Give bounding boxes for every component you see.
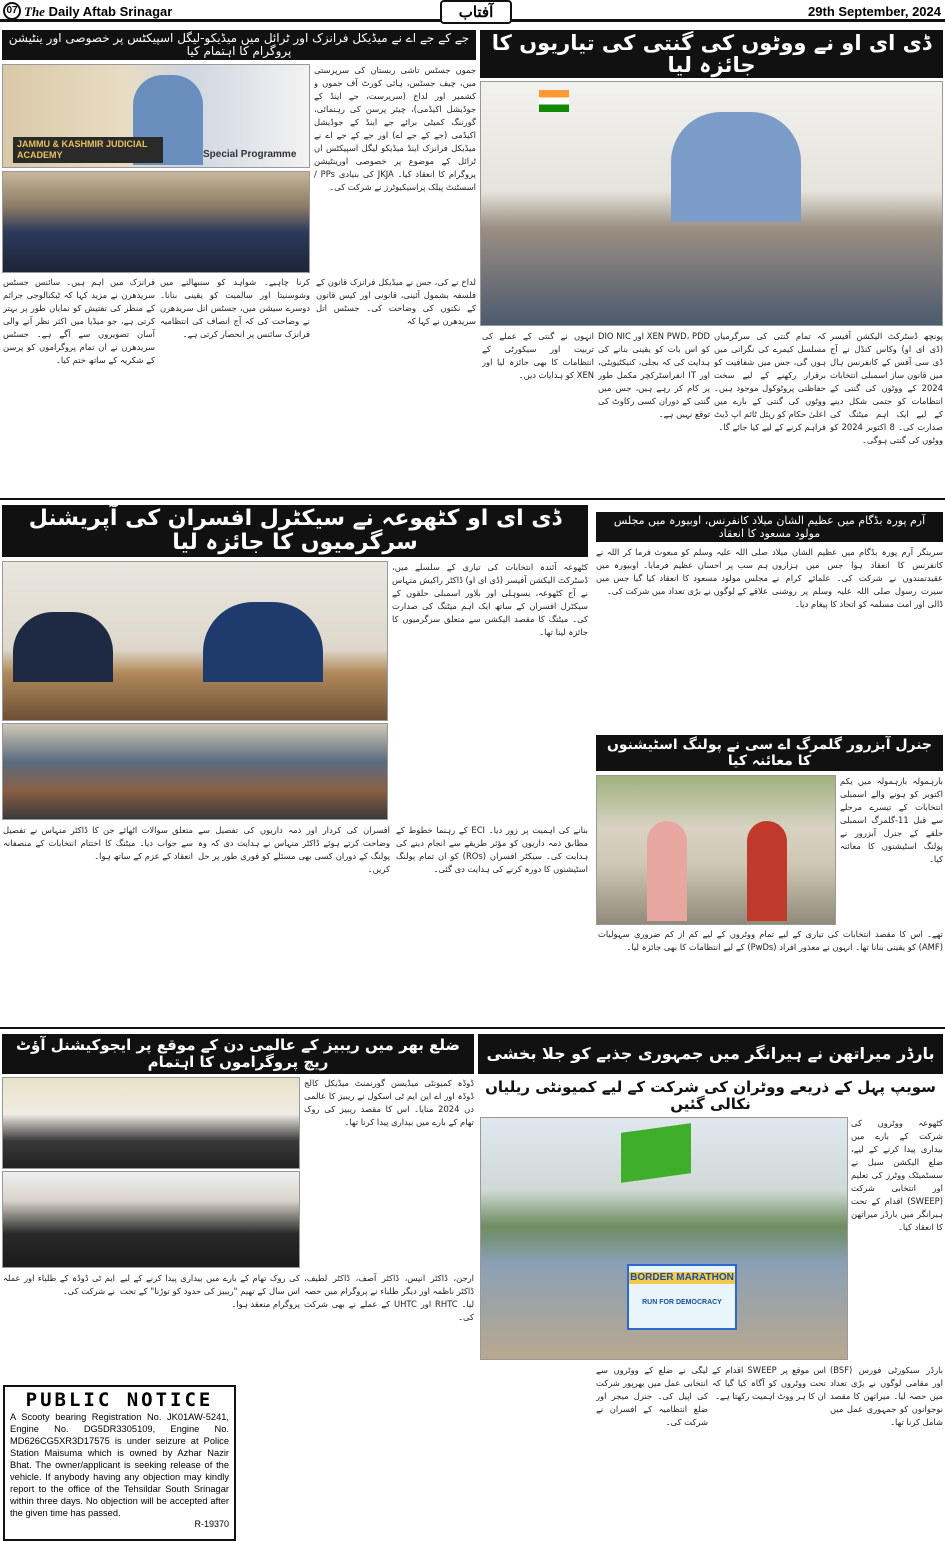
photo-polling-station [596,775,836,925]
article-rabies-col-5 [240,1385,300,1540]
article-jkja-col-3: کرنا چاہیے۔ شواہد کو سنبھالنے میں وشوسنیتا اور سالمیت کو یقینی بنانا۔ دوسرے سیشن میں، جسٹس اتل سریدھرن نے وضاحت کی کہ آج انصاف کی انتظامیہ فرانزک سائنس پر انحصار کرتی ہے۔ [160,277,310,339]
article-deo-kathua-col-4: متعلق سوالات اٹھائے جن کا ڈاکٹر منہاس نے تفصیل سے جواب دیا۔ میٹنگ کا اختتام انتخابات کے منصفانہ انعقاد کے عزم کے ساتھ ہوا۔ [3,825,193,861]
article-deo-counting-col-3: XEN PWD، PDD اور DIO NIC کو اس بات کو یقینی بنانے کی ہدایت کی کہ بجلی، کنیکٹیویٹی، اور IT انفراسٹرکچر مکمل طور پر کام کر رہے ہیں، جس میں گنتی کے دوران کسی رکاوٹ کی توقع نہیں ہے۔ [598,331,710,419]
logo: آفتاب [440,0,512,24]
marathon-banner [627,1264,737,1330]
paper-name: The Daily Aftab Srinagar [24,4,173,19]
photo-officials [2,561,388,721]
article-border-marathon-col-4: لیگی نے ضلع کے ووٹروں سے انتخابی عمل میں بھرپور شرکت کی اپیل کی۔ جنرل میجر اور ضلع انتظامیہ کے افسران نے شرکت کی۔ [596,1365,708,1427]
article-deo-counting-col-2: کہ تمام گنتی کی سرگرمیاں مسلسل کیمرے کی نگرانی میں ہوں گی، جس میں شفافیت کو برقرار رکھنے کے لیے سخت حفاظتی پروٹوکول موجود ہیں۔ ووٹوں کی گنتی کے بارے میں اعلیٰ حکام کو ریئل ٹائم اپ ڈیٹ فراہم کرنے کے لیے کیا جائے گا۔ [714,331,826,432]
person-figure [647,821,687,921]
article-deo-kathua-col-3: افسران کی کردار اور ذمہ داریوں کی تفصیل سے وضاحت کرتے ہوئے ڈاکٹر منہاس نے ہدایت دی کہ وہ پولنگ کے دوران کسی بھی مسئلے کو فوری طور پر حل کریں۔ [198,825,390,874]
public-notice [3,1385,236,1541]
photo-rabies-session [2,1077,300,1169]
article-rabies-col-1: ڈوڈہ کمیونٹی میڈیسن گورنمنٹ میڈیکل کالج ڈوڈہ اور اے این ایم ٹی اسکول نے ریبیز کا عالمی دن 2024 منایا۔ اس کا مقصد ریبیز کی روک تھام کے بارے میں بیداری پیدا کرنا تھا۔ [304,1078,474,1127]
person-figure [747,821,787,921]
article-border-marathon-col-2: بارڈر سیکورٹی فورس (BSF) اور مقامی لوگوں نے بڑی تعداد میں حصہ لیا۔ میراتھن کا مقصد نوجوانوں کو جمہوری عمل میں شامل کرنا تھا۔ [830,1365,943,1427]
article-border-marathon-col-3: اس موقع پر SWEEP اقدام کے تحت ووٹروں کو آگاہ کیا گیا کہ ان کا ہر ووٹ اہمیت رکھتا ہے۔ [712,1365,826,1401]
person-figure [203,602,323,682]
photo-banner: JAMMU & KASHMIR JUDICIAL ACADEMY [13,137,163,163]
article-milad-col-2: صلی اللہ علیہ وسلم کو مبعوث فرما کر اللہ نے ہم سب پر احسان عظیم فرمایا۔ اوبیورہ میں مجلس مولود مسعود کا انعقاد کیا گیا جس میں علاقے کے لوگوں نے بڑی تعداد میں شرکت کی۔ [596,547,768,596]
article-milad-col-1: سرینگر آرم پورہ بڈگام میں عظیم الشان میلاد کانفرنس کا انعقاد ہوا جس میں ہزاروں عقیدتمندوں نے شرکت کی۔ علمائے کرام نے سیرت رسول صلی اللہ علیہ وسلم پر روشنی ڈالی اور امت مسلمہ کو اتحاد کا پیغام دیا۔ [772,547,943,609]
banner-slogan: RUN FOR DEMOCRACY [642,1299,722,1306]
headline-rabies: ضلع بھر میں ریبیز کے عالمی دن کے موقع پر ایجوکیشنل آؤٹ ریچ پروگراموں کا اہتمام [2,1034,474,1074]
public-notice-text: A Scooty bearing Registration No. JK01AW-5241, Engine No. DG5DR3305109, Engine No. MD626CG5XR3D17575 is under seizure at Police Station Maisuma which is owned by Azhar Nazir Bhat. The owner/applicant is seeking release of the vehicle. If anybody having any objection may kindly report to the office of the Tehsildar South Srinagar within three days. No objection will be accepted after the given time has passed. [10,1412,229,1518]
person-figure [671,112,801,222]
article-border-marathon-col-5 [480,1364,592,1540]
divider [0,498,945,500]
article-general-observer-col-1: بارہمولہ بارہمولہ میں یکم اکتوبر کو ہونے والے اسمبلی انتخابات کے تیسرے مرحلے سے قبل 11-گلمرگ اسمبلی حلقے کے جنرل آبزرور نے پولنگ اسٹیشنوں کا معائنہ کیا۔ [840,776,943,864]
page-number: 07 [3,2,21,20]
public-notice-ref: R-19370 [194,1519,229,1529]
article-jkja-col-1: جموں جسٹس تاشی ربستان کی سرپرستی میں، چیف جسٹس، ہائی کورٹ آف جموں و کشمیر اور لداخ (سرپرست، جے اینڈ کے جوڈیشل اکیڈمی)، چیئر پرسن کی رہنمائی، گورننگ کمیٹی برائے جے اینڈ کے جوڈیشل اکیڈمی (جے کے جے اے) اور جے کے جے اے نے میڈیکل فرانزک اینڈ میڈیکو لیگل اسپیکٹس ان ٹرائل کے موضوع پر خصوصی اورینٹیشن پروگرام کا انعقاد کیا۔ JKJA کی بنیادی PPs / اسسٹنٹ پبلک پراسیکیوٹرز نے شرکت کی۔ [314,65,476,192]
photo-caption: Special Programme [203,149,297,160]
article-deo-kathua-col-2: بنانے کی اہمیت پر زور دیا۔ ECI کے رہنما خطوط کے مطابق ذمہ داریوں کو مؤثر طریقے سے انجام دینے کی ہدایت کی۔ سیکٹر افسران (ROs) کو ان تمام پولنگ اسٹیشنوں کا دورہ کرنے کی ہدایت دی گئی۔ [396,825,588,874]
article-general-observer-col-2: تھے۔ اس کا مقصد انتخابات کی تیاری کے لیے تمام ووٹروں کے لیے کم از کم ضروری سہولیات (AMF) کو یقینی بنانا تھا۔ انہوں نے معذور افراد (PwDs) کے لیے انتظامات کا بھی جائزہ لیا۔ [598,929,943,952]
article-rabies-col-4: ایم ٹی ڈوڈہ کے طلباء اور عملہ نے شرکت کی۔ [3,1273,115,1296]
article-rabies-col-3: کی روک تھام کے بارے میں بیداری پیدا کرنے کے لیے اس سال کے تھیم "ریبیز کی حدود کو توڑنا" کے تحت پروگرام منعقد ہوا۔ [120,1273,300,1309]
issue-date: 29th September, 2024 [808,4,941,19]
headline-deo-counting: ڈی ای او نے ووٹوں کی گنتی کی تیاریوں کا جائزہ لیا [480,30,943,78]
article-deo-counting-col-1: پونچھ ڈسٹرکٹ الیکشن آفیسر (ڈی ای او) وکاس کنڈل نے آج ڈی سی آفس کے کانفرنس ہال میں قانون ساز اسمبلی انتخابات 2024 کے ووٹوں کی گنتی کے انتظامات کو حتمی شکل دینے کے لیے ایک اہم میٹنگ کی صدارت کی۔ 8 اکتوبر 2024 کو ووٹوں کی گنتی ہوگی۔ [830,331,943,445]
photo-audience [2,171,310,273]
photo-sectoral-officers [2,723,388,820]
photo-students [2,1171,300,1268]
article-rabies-col-2: ارجن، ڈاکٹر انیس، ڈاکٹر آصف، ڈاکٹر لطیف، ڈاکٹر ناظمہ اور دیگر طلباء نے پروگرام میں حصہ لیا۔ RHTC اور UHTC کے عملے نے بھی شرکت کی۔ [304,1273,474,1322]
photo-meeting [480,81,943,326]
headline-general-observer: جنرل آبزرور گلمرگ اے سی نے پولنگ اسٹیشنوں کا معائنہ کیا [596,735,943,771]
banner-title: BORDER MARATHON [630,1272,734,1283]
article-deo-kathua-col-1: کٹھوعہ آئندہ انتخابات کی تیاری کے سلسلے میں، ڈسٹرکٹ الیکشن آفیسر (ڈی ای او) ڈاکٹر راکیش منہاس نے آج کٹھوعہ، بسوہلی اور بلاور اسمبلی حلقوں کے سیکٹرل افسران کے ساتھ ایک اہم میٹنگ کی صدارت کی۔ میٹنگ کا مقصد الیکشن سے متعلق سرگرمیوں کا جائزہ لینا تھا۔ [392,562,588,637]
divider [0,1027,945,1029]
article-jkja-col-2: لداخ نے کی، جس نے میڈیکل فرانزک قانون کے فلسفہ بشمول آئینی، قانونی اور کیس قانون کے نکتوں کی وضاحت کی۔ جسٹس اتل سریدھرن نے کہا کہ [316,277,476,326]
green-flag-icon [621,1123,691,1183]
flag-icon [539,90,569,112]
subheadline-border-marathon: سویپ پہل کے ذریعے ووٹران کی شرکت کے لیے کمیونٹی ریلیاں نکالی گئیں [485,1079,936,1113]
headline-deo-kathua: ڈی ای او کٹھوعہ نے سیکٹرل افسران کی آپریشنل سرگرمیوں کا جائزہ لیا [2,505,588,557]
photo-judge-speaking [2,64,310,168]
person-figure [13,612,113,682]
public-notice-title: PUBLIC NOTICE [25,1389,214,1411]
article-border-marathon-col-1: کٹھوعہ ووٹروں کی شرکت کے بارے میں بیداری پیدا کرنے کے لیے، ضلع الیکشن سیل نے سسٹمیٹک ووٹرز کی تعلیم اور انتخابی شرکت (SWEEP) اقدام کے تحت ہیرانگر میں بارڈر میراتھن کا انعقاد کیا۔ [851,1118,943,1232]
headline-jkja: جے کے جے اے نے میڈیکل فرانزک اور ٹرائل میں میڈیکو-لیگل اسپیکٹس پر خصوصی اور ینٹیشن پروگرام کا اہتمام کیا [2,30,476,60]
headline-border-marathon: بارڈر میراتھن نے ہیرانگر میں جمہوری جذبے کو جلا بخشی [478,1034,943,1074]
article-deo-counting-col-4: انہوں نے گنتی کے عملے کی تربیت اور سیکورٹی کے انتظامات کا بھی جائزہ لیا اور XEN کو ہدایات دیں۔ [482,331,594,380]
article-jkja-col-4: فرانزک میں اہم ہیں۔ سائنس جسٹس سریدھرن نے مزید کہا کہ ٹیکنالوجی جرائم کے منظر کی تفتیش کو نمایاں طور پر بہتر کرتی ہے، جو میڈیا میں اکثر نظر آنے والی آسان تصویروں سے آگے ہے۔ جسٹس سریدھرن نے ان تمام پروگراموں کو پرسن کے شکریہ کے ساتھ ختم کیا۔ [3,277,155,365]
photo-marathon-rally [480,1117,848,1360]
headline-milad: آرم پورہ بڈگام میں عظیم الشان میلاد کانفرنس، اوبیورہ میں مجلس مولود مسعود کا انعقاد [596,512,943,542]
